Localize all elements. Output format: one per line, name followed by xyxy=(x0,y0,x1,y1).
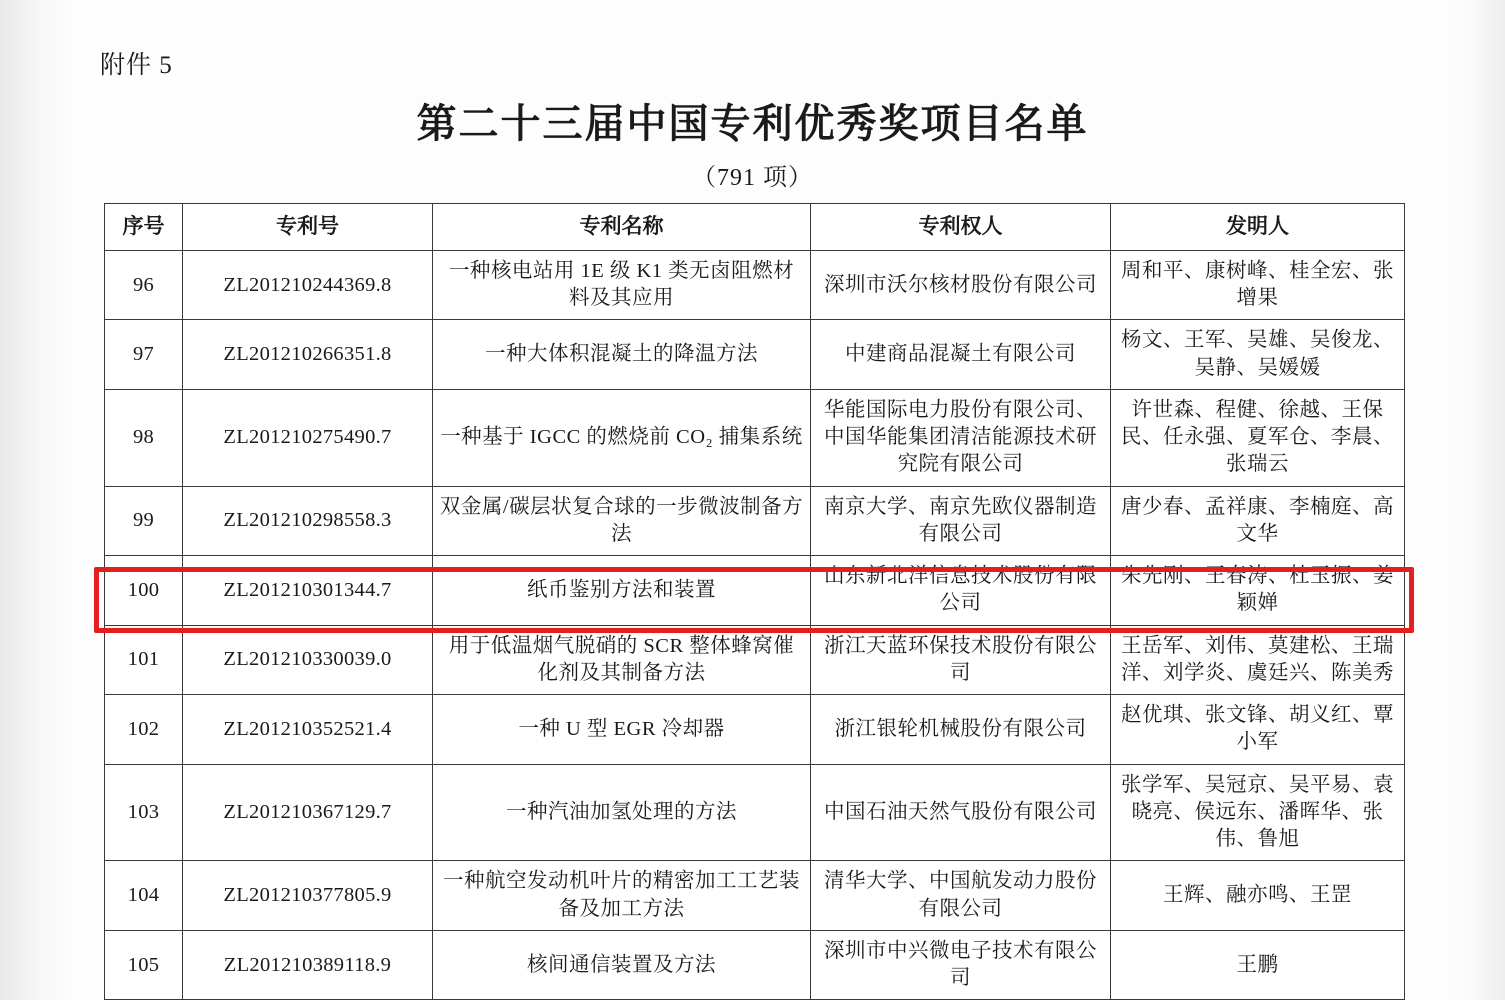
attachment-label: 附件 5 xyxy=(100,52,173,79)
cell-patent-number: ZL201210298558.3 xyxy=(183,486,433,556)
cell-inventors: 唐少春、孟祥康、李楠庭、高文华 xyxy=(1111,486,1405,556)
patent-table-container xyxy=(104,203,1404,1000)
table-row xyxy=(105,764,1405,861)
cell-patent-number: ZL201210389118.9 xyxy=(183,930,433,1000)
cell-owner: 深圳市沃尔核材股份有限公司 xyxy=(811,250,1111,320)
table-header-row xyxy=(105,204,1405,251)
cell-patent-number: ZL201210330039.0 xyxy=(183,625,433,695)
column-header-patent-number: 专利号 xyxy=(183,204,433,251)
cell-patent-name: 用于低温烟气脱硝的 SCR 整体蜂窝催化剂及其制备方法 xyxy=(433,625,811,695)
cell-patent-number: ZL201210352521.4 xyxy=(183,695,433,765)
cell-patent-name: 一种 U 型 EGR 冷却器 xyxy=(433,695,811,765)
cell-owner: 清华大学、中国航发动力股份有限公司 xyxy=(811,861,1111,931)
cell-patent-name: 一种大体积混凝土的降温方法 xyxy=(433,320,811,390)
cell-no: 98 xyxy=(105,389,183,486)
page-subtitle: （791 项） xyxy=(692,165,813,191)
page-title: 第二十三届中国专利优秀奖项目名单 xyxy=(416,101,1089,146)
cell-patent-number: ZL201210367129.7 xyxy=(183,764,433,861)
cell-no: 99 xyxy=(105,486,183,556)
cell-owner: 深圳市中兴微电子技术有限公司 xyxy=(811,930,1111,1000)
cell-owner: 浙江银轮机械股份有限公司 xyxy=(811,695,1111,765)
cell-inventors: 赵优琪、张文锋、胡义红、覃小军 xyxy=(1111,695,1405,765)
cell-inventors: 王鹏 xyxy=(1111,930,1405,1000)
cell-no: 103 xyxy=(105,764,183,861)
column-header-owner: 专利权人 xyxy=(811,204,1111,251)
cell-no: 102 xyxy=(105,695,183,765)
cell-owner: 中国石油天然气股份有限公司 xyxy=(811,764,1111,861)
table-row xyxy=(105,861,1405,931)
cell-patent-name: 核间通信装置及方法 xyxy=(433,930,811,1000)
table-row xyxy=(105,486,1405,556)
table-row xyxy=(105,389,1405,486)
cell-patent-name: 双金属/碳层状复合球的一步微波制备方法 xyxy=(433,486,811,556)
table-row-highlighted xyxy=(105,625,1405,695)
cell-inventors: 王辉、融亦鸣、王罡 xyxy=(1111,861,1405,931)
cell-patent-number: ZL201210377805.9 xyxy=(183,861,433,931)
table-row xyxy=(105,695,1405,765)
cell-inventors: 杨文、王军、吴雄、吴俊龙、吴静、吴媛媛 xyxy=(1111,320,1405,390)
cell-inventors: 王岳军、刘伟、莫建松、王瑞洋、刘学炎、虞廷兴、陈美秀 xyxy=(1111,625,1405,695)
column-header-patent-name: 专利名称 xyxy=(433,204,811,251)
cell-patent-name: 一种基于 IGCC 的燃烧前 CO₂ 捕集系统 xyxy=(433,389,811,486)
table-header xyxy=(105,204,1405,251)
cell-no: 96 xyxy=(105,250,183,320)
cell-owner: 中建商品混凝土有限公司 xyxy=(811,320,1111,390)
cell-owner: 山东新北洋信息技术股份有限公司 xyxy=(811,556,1111,626)
cell-owner: 南京大学、南京先欧仪器制造有限公司 xyxy=(811,486,1111,556)
cell-no: 97 xyxy=(105,320,183,390)
cell-inventors: 朱先刚、王春涛、杜玉振、姜颖婵 xyxy=(1111,556,1405,626)
cell-no: 105 xyxy=(105,930,183,1000)
cell-patent-number: ZL201210301344.7 xyxy=(183,556,433,626)
table-row xyxy=(105,556,1405,626)
cell-patent-name: 一种核电站用 1E 级 K1 类无卤阻燃材料及其应用 xyxy=(433,250,811,320)
cell-no: 104 xyxy=(105,861,183,931)
column-header-no: 序号 xyxy=(105,204,183,251)
cell-patent-number: ZL201210275490.7 xyxy=(183,389,433,486)
cell-patent-name: 一种汽油加氢处理的方法 xyxy=(433,764,811,861)
cell-no: 101 xyxy=(105,625,183,695)
cell-no: 100 xyxy=(105,556,183,626)
column-header-inventor: 发明人 xyxy=(1111,204,1405,251)
table-row xyxy=(105,930,1405,1000)
cell-owner: 浙江天蓝环保技术股份有限公司 xyxy=(811,625,1111,695)
cell-patent-number: ZL201210266351.8 xyxy=(183,320,433,390)
table-body xyxy=(105,250,1405,1000)
patent-table xyxy=(104,203,1405,1000)
cell-owner: 华能国际电力股份有限公司、中国华能集团清洁能源技术研究院有限公司 xyxy=(811,389,1111,486)
cell-inventors: 周和平、康树峰、桂全宏、张增果 xyxy=(1111,250,1405,320)
table-row xyxy=(105,250,1405,320)
cell-inventors: 许世森、程健、徐越、王保民、任永强、夏军仓、李晨、张瑞云 xyxy=(1111,389,1405,486)
table-row xyxy=(105,320,1405,390)
cell-patent-number: ZL201210244369.8 xyxy=(183,250,433,320)
cell-inventors: 张学军、吴冠京、吴平易、袁晓亮、侯远东、潘晖华、张伟、鲁旭 xyxy=(1111,764,1405,861)
cell-patent-name: 一种航空发动机叶片的精密加工工艺装备及加工方法 xyxy=(433,861,811,931)
cell-patent-name: 纸币鉴别方法和装置 xyxy=(433,556,811,626)
